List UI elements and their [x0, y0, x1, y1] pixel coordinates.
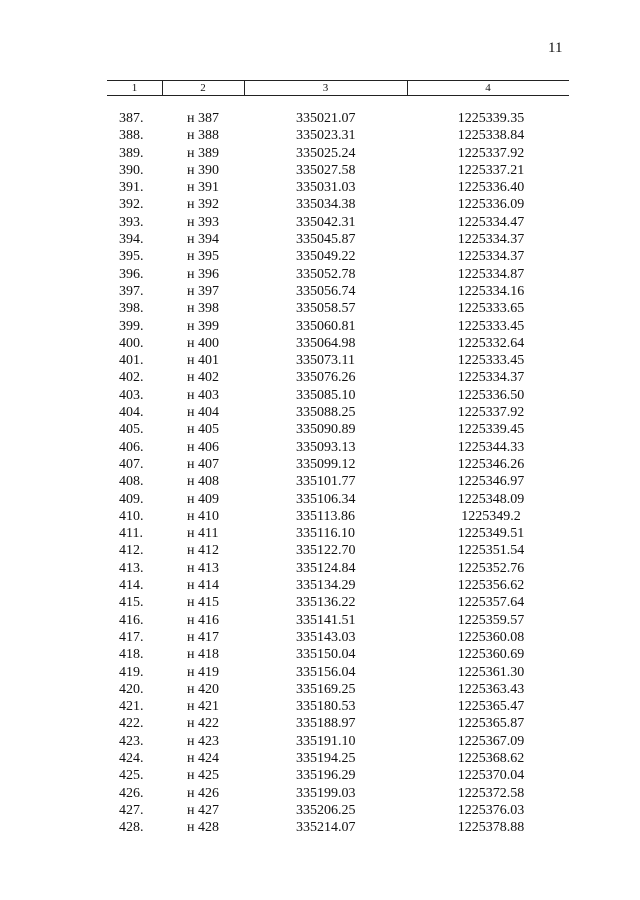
table-row	[107, 629, 569, 646]
point-name: н 424	[187, 750, 219, 766]
point-name: н 426	[187, 785, 219, 801]
coordinate-y: 1225349.51	[457, 526, 525, 542]
point-name: н 411	[187, 526, 219, 542]
coordinate-y: 1225336.50	[457, 387, 525, 403]
coordinate-y: 1225332.64	[457, 335, 525, 351]
point-name: н 401	[187, 353, 219, 369]
table-row	[107, 369, 569, 386]
coordinate-x: 335169.25	[296, 681, 356, 697]
row-number: 427.	[119, 802, 144, 818]
coordinate-y: 1225334.37	[457, 370, 525, 386]
row-number: 418.	[119, 647, 144, 663]
point-name: н 389	[187, 145, 219, 161]
header-col-4: 4	[485, 82, 491, 94]
coordinate-y: 1225376.03	[457, 802, 525, 818]
coordinate-x: 335085.10	[296, 387, 356, 403]
coordinate-x: 335064.98	[296, 335, 356, 351]
coordinate-x: 335180.53	[296, 699, 356, 715]
coordinate-x: 335116.10	[296, 526, 355, 542]
coordinate-x: 335093.13	[296, 439, 356, 455]
coordinate-x: 335124.84	[296, 560, 356, 576]
coordinate-x: 335191.10	[296, 733, 356, 749]
coordinate-x: 335196.29	[296, 768, 356, 784]
table-row	[107, 750, 569, 767]
row-number: 422.	[119, 716, 144, 732]
coordinate-x: 335150.04	[296, 647, 356, 663]
point-name: н 410	[187, 508, 219, 524]
table-row	[107, 335, 569, 352]
row-number: 406.	[119, 439, 144, 455]
coordinate-y: 1225349.2	[461, 508, 521, 524]
table-row	[107, 439, 569, 456]
row-number: 405.	[119, 422, 144, 438]
coordinate-x: 335143.03	[296, 629, 356, 645]
coordinate-y: 1225334.87	[457, 266, 525, 282]
table-row	[107, 594, 569, 611]
table-row	[107, 110, 569, 127]
coordinate-y: 1225346.26	[457, 456, 525, 472]
point-name: н 415	[187, 595, 219, 611]
coordinate-x: 335099.12	[296, 456, 356, 472]
coordinate-x: 335090.89	[296, 422, 356, 438]
coordinate-x: 335134.29	[296, 578, 356, 594]
table-row	[107, 542, 569, 559]
row-number: 389.	[119, 145, 144, 161]
point-name: н 419	[187, 664, 219, 680]
point-name: н 391	[187, 180, 219, 196]
table-row	[107, 179, 569, 196]
point-name: н 423	[187, 733, 219, 749]
point-name: н 427	[187, 802, 219, 818]
point-name: н 412	[187, 543, 219, 559]
point-name: н 416	[187, 612, 219, 628]
row-number: 428.	[119, 820, 144, 836]
row-number: 394.	[119, 232, 144, 248]
coordinate-y: 1225378.88	[457, 820, 525, 836]
coordinate-x: 335206.25	[296, 802, 356, 818]
page-number: 11	[548, 40, 563, 56]
coordinate-y: 1225333.65	[457, 301, 525, 317]
coordinate-x: 335188.97	[296, 716, 356, 732]
row-number: 409.	[119, 491, 144, 507]
point-name: н 407	[187, 456, 219, 472]
coordinate-y: 1225337.92	[457, 405, 525, 421]
table-row	[107, 196, 569, 213]
table-row	[107, 318, 569, 335]
coordinate-x: 335156.04	[296, 664, 356, 680]
coordinate-y: 1225368.62	[457, 750, 525, 766]
table-row	[107, 456, 569, 473]
coordinate-y: 1225360.08	[457, 629, 525, 645]
row-number: 403.	[119, 387, 144, 403]
coordinate-x: 335052.78	[296, 266, 356, 282]
coordinate-y: 1225352.76	[457, 560, 525, 576]
point-name: н 396	[187, 266, 219, 282]
row-number: 416.	[119, 612, 144, 628]
table-header	[107, 80, 569, 96]
coordinate-y: 1225339.35	[457, 111, 525, 126]
row-number: 410.	[119, 508, 144, 524]
row-number: 421.	[119, 699, 144, 715]
table-row	[107, 145, 569, 162]
point-name: н 405	[187, 422, 219, 438]
coordinate-x: 335025.24	[296, 145, 356, 161]
point-name: н 399	[187, 318, 219, 334]
coordinates-table	[107, 80, 569, 836]
coordinate-y: 1225334.37	[457, 249, 525, 265]
coordinate-x: 335101.77	[296, 474, 356, 490]
coordinate-y: 1225339.45	[457, 422, 525, 438]
coordinate-x: 335122.70	[296, 543, 356, 559]
header-col-2: 2	[200, 82, 206, 94]
table-row	[107, 214, 569, 231]
point-name: н 408	[187, 474, 219, 490]
coordinate-x: 335045.87	[296, 232, 356, 248]
coordinate-y: 1225334.47	[457, 214, 525, 230]
row-number: 426.	[119, 785, 144, 801]
coordinate-x: 335136.22	[296, 595, 356, 611]
table-row	[107, 283, 569, 300]
point-name: н 406	[187, 439, 219, 455]
coordinate-x: 335076.26	[296, 370, 356, 386]
point-name: н 417	[187, 629, 219, 645]
row-number: 404.	[119, 405, 144, 421]
row-number: 399.	[119, 318, 144, 334]
table-row	[107, 231, 569, 248]
table-row	[107, 612, 569, 629]
coordinate-x: 335214.07	[296, 820, 356, 836]
table-row	[107, 785, 569, 802]
row-number: 396.	[119, 266, 144, 282]
table-row	[107, 664, 569, 681]
header-divider	[407, 81, 408, 95]
table-row	[107, 248, 569, 265]
row-number: 419.	[119, 664, 144, 680]
row-number: 414.	[119, 578, 144, 594]
point-name: н 421	[187, 699, 219, 715]
coordinate-y: 1225334.37	[457, 232, 525, 248]
coordinate-y: 1225333.45	[457, 353, 525, 369]
row-number: 407.	[119, 456, 144, 472]
row-number: 397.	[119, 283, 144, 299]
coordinate-x: 335141.51	[296, 612, 356, 628]
coordinate-x: 335031.03	[296, 180, 356, 196]
table-row	[107, 577, 569, 594]
table-row	[107, 646, 569, 663]
coordinate-x: 335106.34	[296, 491, 356, 507]
table-row	[107, 698, 569, 715]
row-number: 402.	[119, 370, 144, 386]
coordinate-y: 1225363.43	[457, 681, 525, 697]
coordinate-y: 1225357.64	[457, 595, 525, 611]
row-number: 408.	[119, 474, 144, 490]
table-row	[107, 473, 569, 490]
table-row	[107, 715, 569, 732]
coordinate-y: 1225333.45	[457, 318, 525, 334]
coordinate-y: 1225359.57	[457, 612, 525, 628]
row-number: 392.	[119, 197, 144, 213]
coordinate-y: 1225336.40	[457, 180, 525, 196]
row-number: 395.	[119, 249, 144, 265]
row-number: 411.	[119, 526, 143, 542]
coordinate-y: 1225336.09	[457, 197, 525, 213]
point-name: н 397	[187, 283, 219, 299]
row-number: 391.	[119, 180, 144, 196]
table-row	[107, 819, 569, 836]
coordinate-y: 1225365.87	[457, 716, 525, 732]
coordinate-y: 1225348.09	[457, 491, 525, 507]
coordinate-y: 1225365.47	[457, 699, 525, 715]
row-number: 398.	[119, 301, 144, 317]
header-divider	[162, 81, 163, 95]
coordinate-y: 1225337.92	[457, 145, 525, 161]
coordinate-x: 335073.11	[296, 353, 355, 369]
point-name: н 394	[187, 232, 219, 248]
row-number: 415.	[119, 595, 144, 611]
table-row	[107, 352, 569, 369]
header-col-3: 3	[322, 82, 329, 94]
row-number: 390.	[119, 162, 144, 178]
table-row	[107, 525, 569, 542]
point-name: н 414	[187, 578, 219, 594]
row-number: 393.	[119, 214, 144, 230]
point-name: н 404	[187, 405, 219, 421]
table-row	[107, 802, 569, 819]
table-row	[107, 560, 569, 577]
point-name: н 413	[187, 560, 219, 576]
coordinate-y: 1225370.04	[457, 768, 525, 784]
coordinate-y: 1225334.16	[457, 283, 525, 299]
row-number: 413.	[119, 560, 144, 576]
table-row	[107, 300, 569, 317]
table-row	[107, 127, 569, 144]
coordinate-x: 335194.25	[296, 750, 356, 766]
table-row	[107, 491, 569, 508]
coordinate-x: 335056.74	[296, 283, 356, 299]
point-name: н 395	[187, 249, 219, 265]
row-number: 425.	[119, 768, 144, 784]
table-body	[107, 110, 569, 836]
point-name: н 428	[187, 820, 219, 836]
row-number: 417.	[119, 629, 144, 645]
table-row	[107, 266, 569, 283]
coordinate-y: 1225360.69	[457, 647, 525, 663]
row-number: 423.	[119, 733, 144, 749]
coordinate-y: 1225344.33	[457, 439, 525, 455]
row-number: 387.	[119, 111, 144, 126]
coordinate-y: 1225338.84	[457, 128, 525, 144]
table-row	[107, 387, 569, 404]
point-name: н 387	[187, 111, 219, 126]
table-row	[107, 508, 569, 525]
coordinate-x: 335023.31	[296, 128, 356, 144]
coordinate-x: 335034.38	[296, 197, 356, 213]
coordinate-x: 335060.81	[296, 318, 356, 334]
coordinate-y: 1225367.09	[457, 733, 525, 749]
coordinate-x: 335088.25	[296, 405, 356, 421]
table-row	[107, 404, 569, 421]
row-number: 401.	[119, 353, 144, 369]
row-number: 400.	[119, 335, 144, 351]
point-name: н 388	[187, 128, 219, 144]
coordinate-y: 1225356.62	[457, 578, 525, 594]
coordinate-x: 335199.03	[296, 785, 356, 801]
row-number: 412.	[119, 543, 144, 559]
point-name: н 400	[187, 335, 219, 351]
point-name: н 392	[187, 197, 219, 213]
point-name: н 402	[187, 370, 219, 386]
row-number: 420.	[119, 681, 144, 697]
point-name: н 390	[187, 162, 219, 178]
point-name: н 409	[187, 491, 219, 507]
row-number: 424.	[119, 750, 144, 766]
coordinate-y: 1225337.21	[457, 162, 525, 178]
coordinate-y: 1225372.58	[457, 785, 525, 801]
table-row	[107, 421, 569, 438]
point-name: н 422	[187, 716, 219, 732]
coordinate-y: 1225351.54	[457, 543, 525, 559]
coordinate-x: 335049.22	[296, 249, 356, 265]
header-col-1: 1	[131, 82, 138, 94]
table-row	[107, 681, 569, 698]
coordinate-x: 335021.07	[296, 111, 356, 126]
table-row	[107, 162, 569, 179]
coordinate-x: 335113.86	[296, 508, 355, 524]
coordinate-x: 335058.57	[296, 301, 356, 317]
point-name: н 418	[187, 647, 219, 663]
table-row	[107, 767, 569, 784]
header-divider	[244, 81, 245, 95]
point-name: н 420	[187, 681, 219, 697]
point-name: н 403	[187, 387, 219, 403]
coordinate-x: 335042.31	[296, 214, 356, 230]
point-name: н 425	[187, 768, 219, 784]
coordinate-y: 1225346.97	[457, 474, 525, 490]
coordinate-x: 335027.58	[296, 162, 356, 178]
table-row	[107, 733, 569, 750]
point-name: н 398	[187, 301, 219, 317]
coordinate-y: 1225361.30	[457, 664, 525, 680]
point-name: н 393	[187, 214, 219, 230]
row-number: 388.	[119, 128, 144, 144]
